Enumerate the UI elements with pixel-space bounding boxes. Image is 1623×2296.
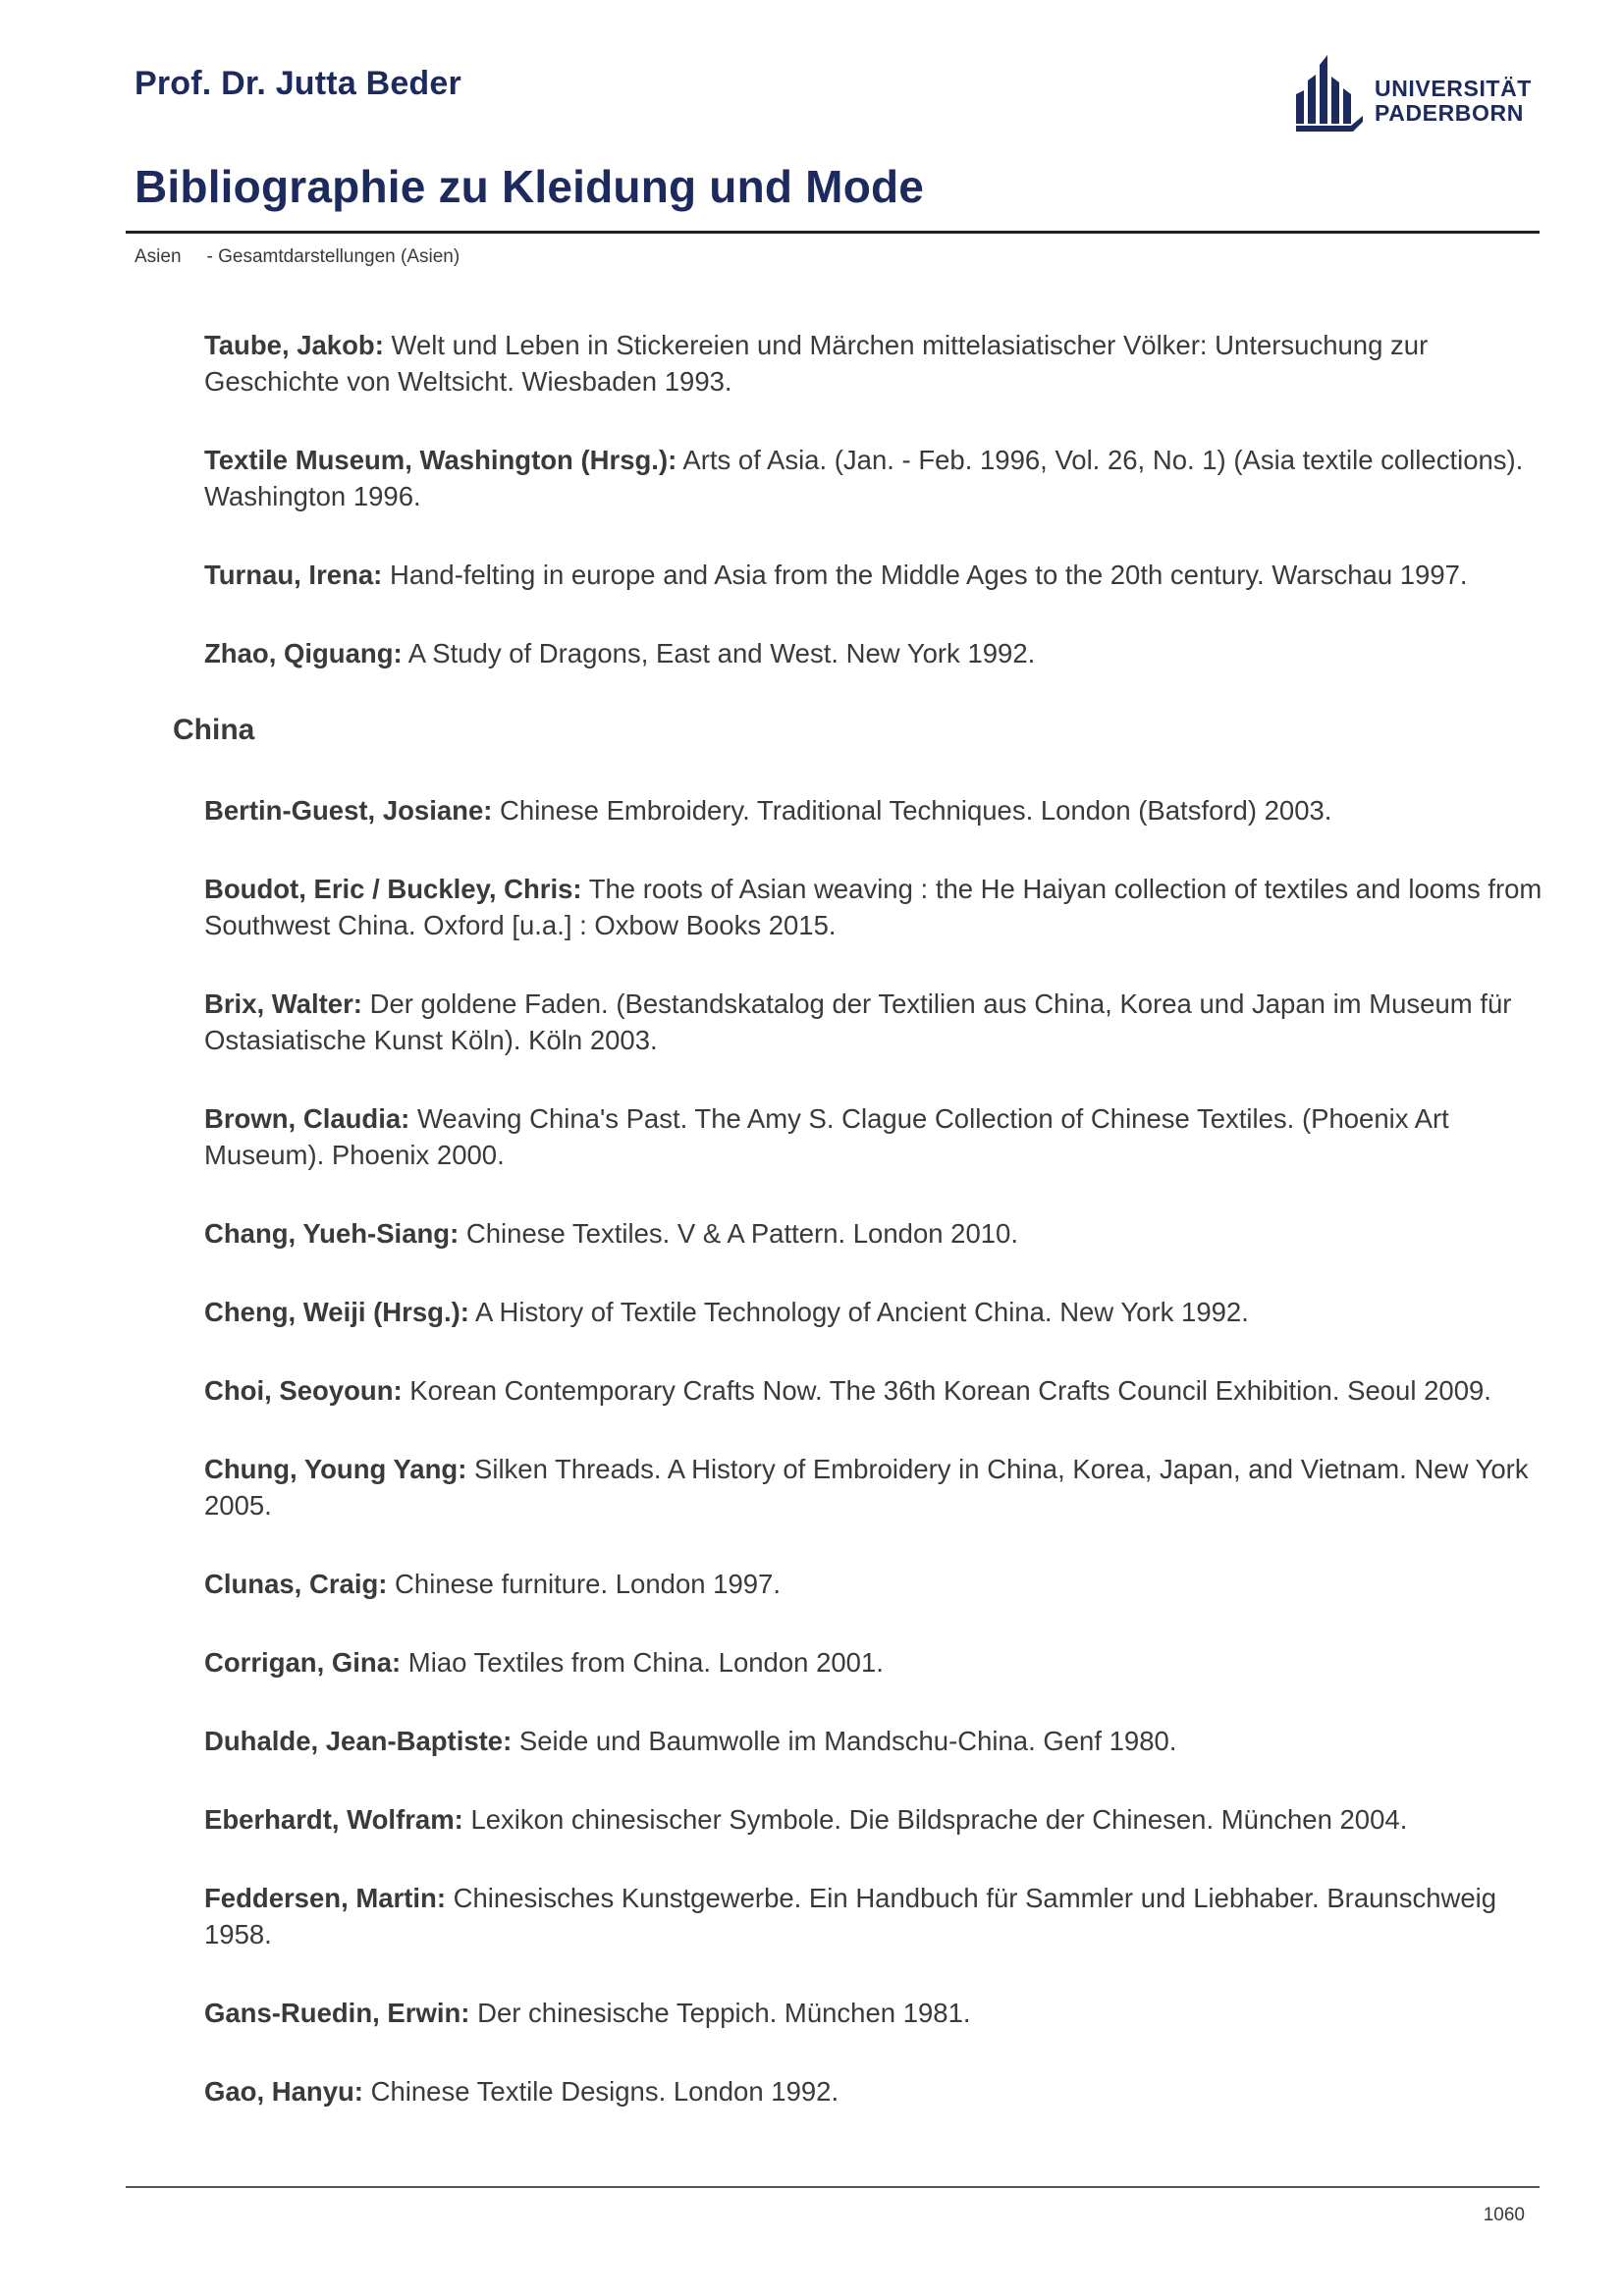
header-author: Prof. Dr. Jutta Beder [135, 65, 461, 102]
entry-text: Chinese Embroidery. Traditional Techniques. London (Batsford) 2003. [492, 795, 1332, 826]
bibliography-entry [204, 1451, 1544, 1523]
entry-text: A Study of Dragons, East and West. New York 1992. [402, 638, 1036, 668]
bibliography-entry [204, 557, 1544, 593]
bibliography-entry [204, 1215, 1544, 1252]
logo-line-2: PADERBORN [1375, 100, 1524, 126]
entry-author: Duhalde, Jean-Baptiste: [204, 1726, 513, 1756]
entry-text: Korean Contemporary Crafts Now. The 36th Korean Crafts Council Exhibition. Seoul 2009. [402, 1375, 1491, 1406]
bibliography-content [173, 327, 1544, 2152]
bibliography-entry [204, 792, 1544, 828]
section-heading-china: China [173, 714, 255, 746]
entry-text: Arts of Asia. (Jan. - Feb. 1996, Vol. 26, No. 1) (Asia textile collections). Washington 1996. [204, 445, 1524, 511]
entry-text: Silken Threads. A History of Embroidery in China, Korea, Japan, and Vietnam. New York 2005. [204, 1454, 1529, 1521]
bibliography-entry [204, 1723, 1544, 1759]
university-logo-mark-icon [1294, 51, 1365, 132]
logo-line-1: UNIVERSITÄT [1375, 76, 1532, 101]
entry-author: Feddersen, Martin: [204, 1883, 447, 1913]
entry-text: Chinesisches Kunstgewerbe. Ein Handbuch für Sammler und Liebhaber. Braunschweig 1958. [204, 1883, 1497, 1949]
bibliography-entry [204, 2073, 1544, 2109]
entry-text: Miao Textiles from China. London 2001. [401, 1647, 884, 1678]
bibliography-entry [204, 635, 1544, 671]
header-divider [126, 231, 1540, 234]
entry-author: Brown, Claudia: [204, 1103, 410, 1134]
entry-author: Gao, Hanyu: [204, 2076, 363, 2107]
entry-author: Eberhardt, Wolfram: [204, 1804, 463, 1835]
entry-author: Chang, Yueh-Siang: [204, 1218, 460, 1249]
entry-author: Clunas, Craig: [204, 1569, 388, 1599]
entry-text: Der goldene Faden. (Bestandskatalog der Textilien aus China, Korea und Japan im Museum für Ostasiatische Kunst Köln). Köln 2003. [204, 988, 1512, 1055]
university-logo-wordmark [1375, 77, 1532, 126]
entry-text: Der chinesische Teppich. München 1981. [469, 1998, 971, 2028]
bibliography-entry [204, 1880, 1544, 1952]
bibliography-entry [204, 1294, 1544, 1330]
entry-text: A History of Textile Technology of Ancient China. New York 1992. [468, 1297, 1249, 1327]
bibliography-entry [204, 1801, 1544, 1838]
bibliography-entry [204, 442, 1544, 514]
bibliography-entry [204, 1372, 1544, 1409]
bibliography-entry [204, 1100, 1544, 1173]
document-title: Bibliographie zu Kleidung und Mode [135, 161, 925, 212]
bibliography-entry [204, 871, 1544, 943]
entry-text: Lexikon chinesischer Symbole. Die Bildsprache der Chinesen. München 2004. [462, 1804, 1408, 1835]
university-logo [1294, 51, 1530, 132]
breadcrumb-subsection: - Gesamtdarstellungen (Asien) [206, 246, 460, 267]
entry-text: Chinese furniture. London 1997. [387, 1569, 781, 1599]
breadcrumb-section: Asien [135, 246, 182, 267]
entry-text: Seide und Baumwolle im Mandschu-China. Genf 1980. [512, 1726, 1177, 1756]
entry-text: Chinese Textile Designs. London 1992. [362, 2076, 839, 2107]
bibliography-entry [204, 986, 1544, 1058]
entry-text: Hand-felting in europe and Asia from the Middle Ages to the 20th century. Warschau 1997. [382, 560, 1468, 590]
breadcrumb [135, 246, 460, 268]
entry-text: Welt und Leben in Stickereien und Märchen mittelasiatischer Völker: Untersuchung zur Geschichte von Weltsicht. Wiesbaden 1993. [204, 330, 1429, 397]
entry-author: Cheng, Weiji (Hrsg.): [204, 1297, 469, 1327]
bibliography-entry [204, 1644, 1544, 1681]
entry-author: Corrigan, Gina: [204, 1647, 402, 1678]
footer-divider [126, 2186, 1540, 2188]
entry-author: Chung, Young Yang: [204, 1454, 467, 1484]
entry-author: Choi, Seoyoun: [204, 1375, 403, 1406]
entry-author: Turnau, Irena: [204, 560, 383, 590]
page-number: 1060 [1483, 2205, 1525, 2225]
bibliography-entry [204, 1995, 1544, 2031]
entry-author: Zhao, Qiguang: [204, 638, 403, 668]
entry-text: Weaving China's Past. The Amy S. Clague Collection of Chinese Textiles. (Phoenix Art Museum). Phoenix 2000. [204, 1103, 1449, 1170]
entry-author: Bertin-Guest, Josiane: [204, 795, 493, 826]
entry-author: Gans-Ruedin, Erwin: [204, 1998, 470, 2028]
bibliography-entry [204, 1566, 1544, 1602]
entry-author: Boudot, Eric / Buckley, Chris: [204, 874, 582, 904]
bibliography-entry [204, 327, 1544, 400]
entry-text: Chinese Textiles. V & A Pattern. London 2010. [459, 1218, 1018, 1249]
entry-text: The roots of Asian weaving : the He Haiyan collection of textiles and looms from Southwest China. Oxford [u.a.] : Oxbow Books 2015. [204, 874, 1542, 940]
entry-author: Textile Museum, Washington (Hrsg.): [204, 445, 677, 475]
entry-author: Taube, Jakob: [204, 330, 384, 360]
entry-author: Brix, Walter: [204, 988, 362, 1019]
